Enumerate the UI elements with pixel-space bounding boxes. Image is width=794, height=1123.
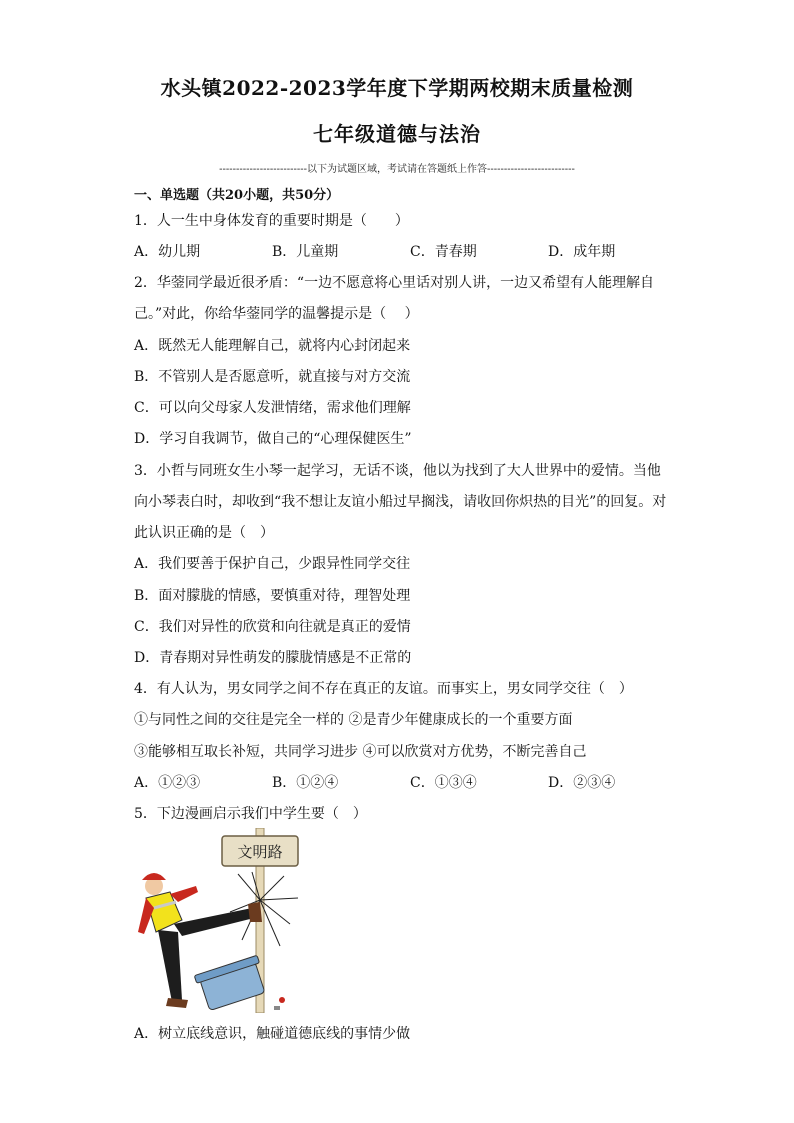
man-kicking-shoe (248, 902, 262, 922)
question-4-stem: 4．有人认为，男女同学之间不存在真正的友谊。而事实上，男女同学交往（ ） (134, 681, 633, 697)
section-heading: 一、单选题（共20小题，共50分） (134, 188, 340, 203)
question-2-option-a: A．既然无人能理解自己，就将内心封闭起来 (134, 338, 411, 354)
question-5-option-a: A．树立底线意识，触碰道德底线的事情少做 (134, 1026, 411, 1042)
question-3-option-a: A．我们要善于保护自己，少跟异性同学交往 (134, 556, 411, 572)
question-4-option-b: B．①②④ (272, 775, 339, 791)
question-4-statements-1-2: ①与同性之间的交往是完全一样的 ②是青少年健康成长的一个重要方面 (134, 712, 573, 728)
road-sign-text: 文明路 (237, 843, 283, 861)
question-4-statements-3-4: ③能够相互取长补短，共同学习进步 ④可以欣赏对方优势，不断完善自己 (134, 744, 587, 760)
question-1-option-b: B．儿童期 (272, 244, 339, 260)
exam-title: 水头镇2022-2023学年度下学期两校期末质量检测 (160, 76, 634, 100)
question-4-option-a: A．①②③ (134, 775, 201, 791)
question-3-stem-line-1: 3．小哲与同班女生小琴一起学习，无话不谈，他以为找到了大人世界中的爱情。当他 (134, 463, 661, 479)
exam-subtitle: 七年级道德与法治 (313, 122, 481, 146)
question-1-option-d: D．成年期 (548, 244, 616, 260)
question-1-option-c: C．青春期 (410, 244, 477, 260)
question-1-option-a: A．幼儿期 (134, 244, 201, 260)
question-3-option-d: D．青春期对异性萌发的朦胧情感是不正常的 (134, 650, 412, 666)
answer-area-notice: --------------------------以下为试题区域，考试请在答题纸上作答-------------------------- (219, 164, 575, 175)
litter (279, 997, 285, 1003)
question-1-stem: 1．人一生中身体发育的重要时期是（ ） (134, 213, 409, 229)
question-2-stem-line-1: 2．华蓥同学最近很矛盾：“一边不愿意将心里话对别人讲，一边又希望有人能理解自 (134, 275, 655, 291)
question-5-stem: 5．下边漫画启示我们中学生要（ ） (134, 806, 367, 822)
question-3-stem-line-3: 此认识正确的是（ ） (134, 525, 274, 541)
question-4-option-d: D．②③④ (548, 775, 616, 791)
question-2-stem-line-2: 己。”对此，你给华蓥同学的温馨提示是（ ） (134, 306, 419, 322)
question-3-option-c: C．我们对异性的欣赏和向往就是真正的爱情 (134, 619, 411, 635)
man-cap (142, 873, 166, 880)
man-arm-raised (170, 886, 198, 902)
litter (274, 1006, 280, 1010)
man-shoe (166, 998, 188, 1008)
man-kicking-leg (174, 908, 254, 936)
question-2-option-b: B．不管别人是否愿意听，就直接与对方交流 (134, 369, 411, 385)
question-4-option-c: C．①③④ (410, 775, 477, 791)
cartoon-illustration (134, 828, 314, 1013)
question-2-option-d: D．学习自我调节，做自己的“心理保健医生” (134, 431, 412, 447)
question-3-stem-line-2: 向小琴表白时，却收到“我不想让友谊小船过早搁浅，请收回你炽热的目光”的回复。对 (134, 494, 667, 510)
man-standing-leg (158, 930, 182, 1002)
question-2-option-c: C．可以向父母家人发泄情绪，需求他们理解 (134, 400, 411, 416)
question-3-option-b: B．面对朦胧的情感，要慎重对待，理智处理 (134, 588, 411, 604)
